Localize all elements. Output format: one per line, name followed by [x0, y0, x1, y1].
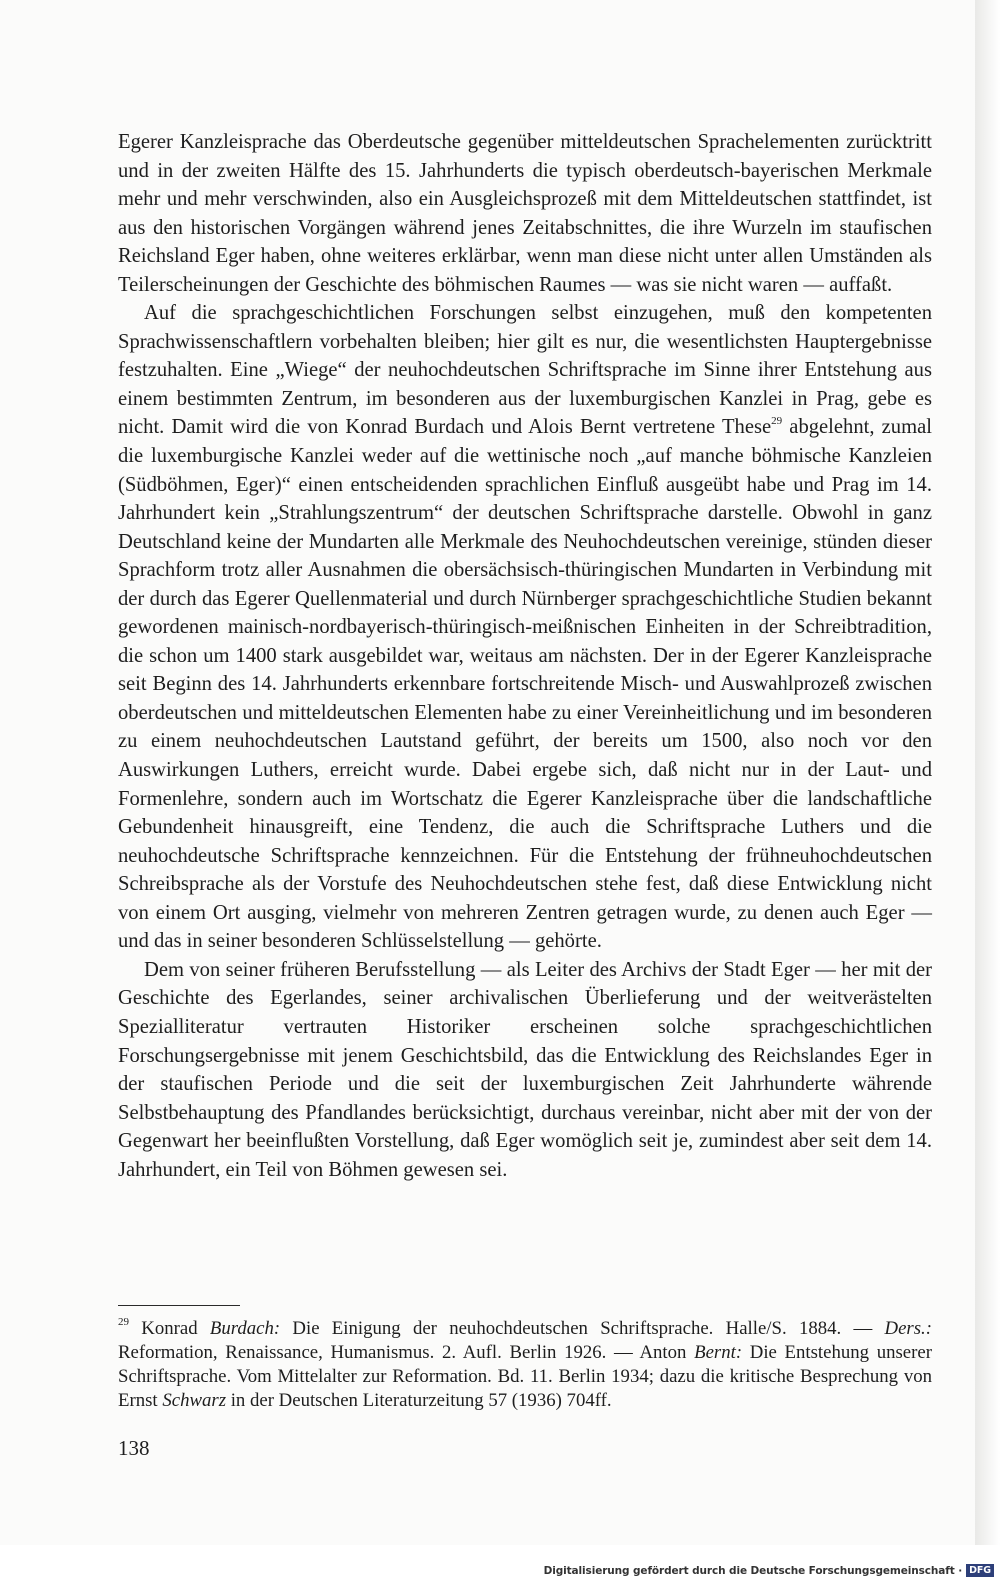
- footnote-divider: [118, 1305, 240, 1306]
- footnote-author: Ders.:: [884, 1318, 932, 1339]
- footnote-reference: 29: [771, 414, 783, 427]
- paragraph-2: [118, 299, 932, 956]
- page-edge-shadow: [975, 0, 1000, 1545]
- footnote-29: [118, 1317, 932, 1413]
- footnote-text: in der Deutschen Literaturzeitung 57 (1936) 704ff.: [226, 1390, 612, 1411]
- footnotes: [118, 1317, 932, 1413]
- footnote-text: Die Einigung der neuhochdeutschen Schriftsprache. Halle/S. 1884. —: [280, 1318, 885, 1339]
- footnote-author: Schwarz: [162, 1390, 226, 1411]
- footnote-author: Burdach:: [209, 1318, 281, 1339]
- dfg-logo: DFG: [966, 1564, 994, 1577]
- footnote-marker: 29: [118, 1315, 129, 1328]
- credit-text: Digitalisierung gefördert durch die Deutsche Forschungsgemeinschaft ·: [543, 1564, 963, 1577]
- paragraph-2-part-a: Auf die sprachgeschichtlichen Forschungen selbst einzugehen, muß den kompetenten Sprachwissenschaftlern vorbehalten bleiben; hier gilt es nur, die wesentlichsten Hauptergebnisse festzuhalten. Eine „Wiege“ der neuhochdeutschen Schriftsprache im Sinne ihrer Entstehung aus einem bestimmten Zentrum, im besonderen aus der luxemburgischen Kanzlei in Prag, gebe es nicht. Damit wird die von Konrad Burdach und Alois Bernt vertretene These: [118, 302, 932, 439]
- paragraph-2-part-b: abgelehnt, zumal die luxemburgische Kanzlei weder auf die wettinische noch „auf manche böhmische Kanzleien (Südböhmen, Eger)“ einen entscheidenden sprachlichen Einfluß ausgeübt habe und Prag im 14. Jahrhundert kein „Strahlungszentrum“ der deutschen Schriftsprache darstelle. Obwohl in ganz Deutschland keine der Mundarten alle Merkmale des Neuhochdeutschen vereinige, stünden dieser Sprachform trotz aller Ausnahmen die obersächsisch-thüringischen Mundarten in Verbindung mit der durch das Egerer Quellenmaterial und durch Nürnberger sprachgeschichtliche Studien bekannt gewordenen mainisch-nordbayerisch-thüringisch-meißnischen Einheiten in der Schreibtradition, die schon um 1400 stark ausgebildet war, weitaus am nächsten. Der in der Egerer Kanzleisprache seit Beginn des 14. Jahrhunderts erkennbare fortschreitende Misch- und Auswahlprozeß zwischen oberdeutschen und mitteldeutschen Elementen habe zu einer Vereinheitlichung und im besonderen zu einem neuhochdeutschen Lautstand geführt, der bereits um 1500, also noch vor den Auswirkungen Luthers, erreicht wurde. Dabei ergebe sich, daß nicht nur in der Laut- und Formenlehre, sondern auch im Wortschatz die Egerer Kanzleisprache über die landschaftliche Gebundenheit hinausgreift, eine Tendenz, die auch die Schriftsprache Luthers und die neuhochdeutsche Schriftsprache kennzeichnen. Für die Entstehung der frühneuhochdeutschen Schreibsprache als der Vorstufe des Neuhochdeutschen stehe fest, daß diese Entwicklung nicht von einem Ort ausging, vielmehr von mehreren Zentren getragen wurde, zu denen auch Eger — und das in seiner besonderen Schlüsselstellung — gehörte.: [118, 416, 932, 953]
- paragraph-1: Egerer Kanzleisprache das Oberdeutsche gegenüber mitteldeutschen Sprachelementen zurücktritt und in der zweiten Hälfte des 15. Jahrhunderts die typisch oberdeutsch-bayerischen Merkmale mehr und mehr verschwinden, also ein Ausgleichsprozeß mit dem Mitteldeutschen stattfindet, ist aus den historischen Vorgängen während jenes Zeitabschnittes, die ihre Wurzeln im staufischen Reichsland Eger haben, ohne weiteres erklärbar, wenn man diese nicht unter allen Umständen als Teilerscheinungen der Geschichte des böhmischen Raumes — was sie nicht waren — auffaßt.: [118, 131, 932, 296]
- digitization-credit: [544, 1564, 994, 1577]
- footnote-text: Konrad: [129, 1318, 210, 1339]
- footnote-text: Reformation, Renaissance, Humanismus. 2. Aufl. Berlin 1926. — Anton: [118, 1342, 695, 1363]
- footnote-text: Die Entstehung unserer Schriftsprache. Vom Mittelalter zur Reformation. Bd. 11. Berlin 1934; dazu die kritische Besprechung von Ernst: [118, 1342, 932, 1411]
- footnote-author: Bernt:: [694, 1342, 743, 1363]
- body-text: [118, 128, 932, 1184]
- paragraph-3: Dem von seiner früheren Berufsstellung — als Leiter des Archivs der Stadt Eger — her mit der Geschichte des Egerlandes, seiner archivalischen Überlieferung und der weitverästelten Spezialliteratur vertrauten Historiker erscheinen solche sprachgeschichtlichen Forschungsergebnisse mit jenem Geschichtsbild, das die Entwicklung des Reichslandes Eger in der staufischen Periode und die seit der luxemburgischen Zeit Jahrhunderte währende Selbstbehauptung des Pfandlandes berücksichtigt, durchaus vereinbar, nicht aber mit der von der Gegenwart her beeinflußten Vorstellung, daß Eger womöglich seit je, zumindest aber seit dem 14. Jahrhundert, ein Teil von Böhmen gewesen sei.: [118, 958, 932, 1181]
- page-number: 138: [118, 1436, 150, 1460]
